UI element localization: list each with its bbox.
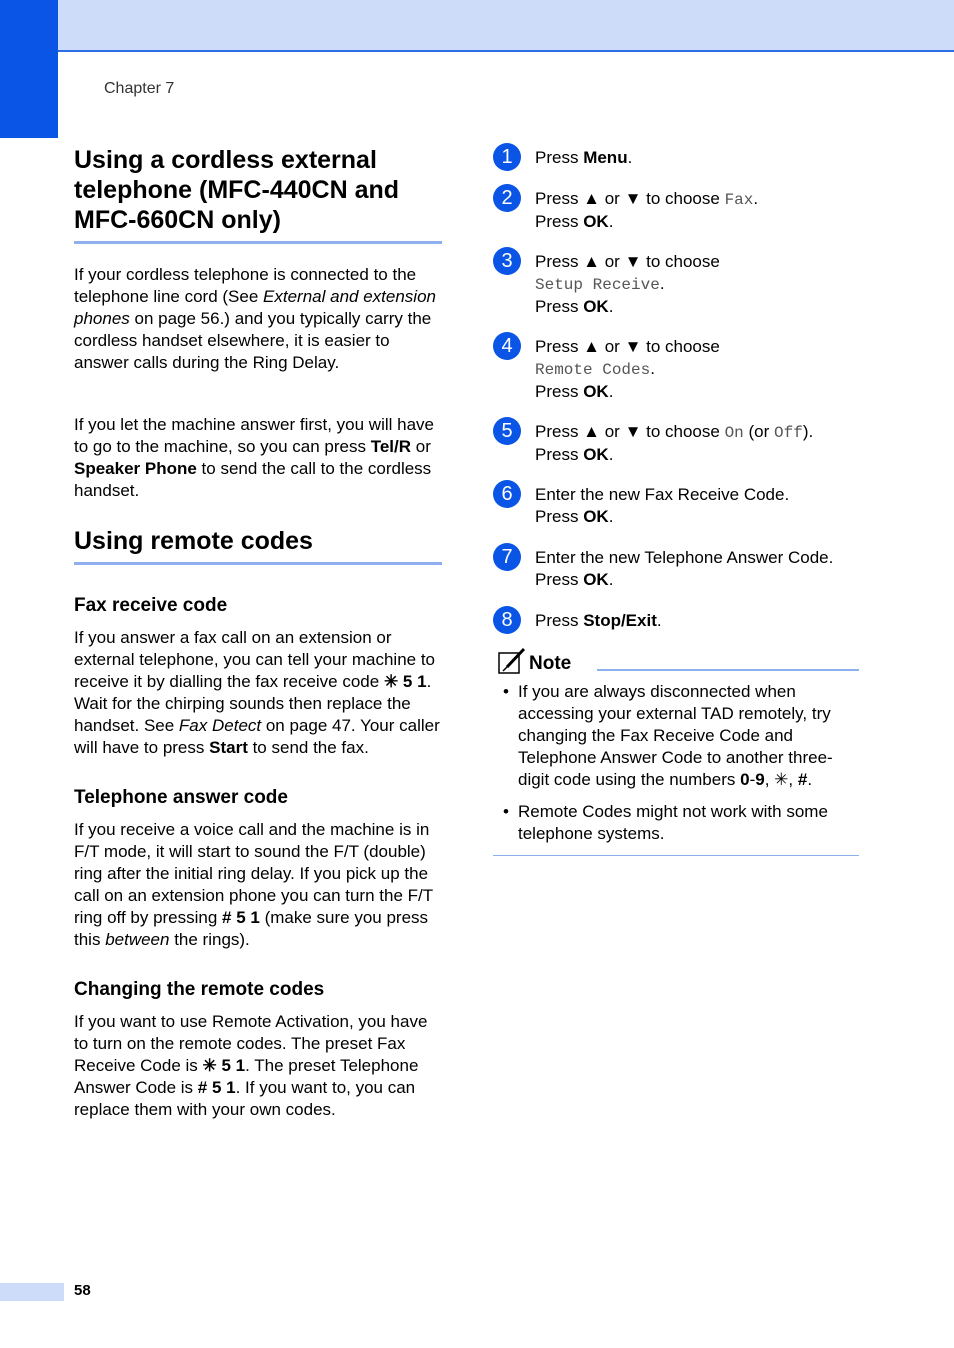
key-speaker-phone: Speaker Phone [74,459,197,478]
text: If you receive a voice call and the machine is in F/T mode, it will start to sound the F/T (double) ring after the initial ring delay. If you pick up the call on an extension phone you can turn the F/T ring off by pressing [74,820,433,927]
key-ok: OK [583,570,609,589]
lcd-text: Fax [724,191,754,209]
text: Press [535,212,584,231]
code: ✳ 5 1 [383,672,427,691]
text: If you are always disconnected when accessing your external TAD remotely, try changing the Fax Receive Code and Telephone Answer Code to another three-digit code using the numbers [518,682,833,789]
text: Press ▲ or ▼ to choose [535,189,725,208]
heading-changing-codes: Changing the remote codes [74,979,325,1000]
text: ). [802,422,814,441]
step-4 [493,332,905,403]
note-pencil-icon [497,647,527,675]
key-stop-exit: Stop/Exit [583,611,657,630]
key-ok: OK [583,212,609,231]
lcd-text: On [724,424,744,442]
cross-ref: External and extension phones [74,287,436,328]
text: the rings). [169,930,250,949]
text: (or [743,422,774,441]
chapter-label: Chapter 7 [104,80,175,97]
note-divider [597,669,859,671]
code: # 5 1 [222,908,260,927]
text: Press [535,611,584,630]
step-number: 4 [493,332,521,360]
header-bar [0,0,954,52]
text: (make sure you press this [74,908,429,949]
text: or [411,437,431,456]
lcd-text: Off [774,424,803,442]
text: . [656,611,662,630]
lcd-text: Remote Codes [535,361,651,379]
page-number-strip [0,1283,64,1301]
emphasis: between [105,930,170,949]
text: to send the fax. [247,738,369,757]
text: . Wait for the chirping sounds then replace the handset. See [74,672,432,735]
paragraph-answer-first [74,414,442,502]
text: If your cordless telephone is connected to the telephone line cord (See [74,265,417,306]
note-item [493,801,863,845]
text: to send the call to the cordless handset. [74,459,432,500]
text: . [627,148,633,167]
step-6 [493,480,905,528]
text: . [608,570,614,589]
text: . [650,359,655,378]
step-number: 1 [493,143,521,171]
paragraph-cordless [74,264,442,374]
text: on page 47. Your caller will have to press [74,716,440,757]
note-bottom-rule [493,855,859,856]
key-hash: # [797,770,808,789]
heading-telephone-answer-code: Telephone answer code [74,787,288,808]
step-3 [493,247,905,318]
text: Press [535,507,584,526]
text: on page 56.) and you typically carry the cordless handset elsewhere, it is easier to answer calls during the Ring Delay. [74,309,432,372]
key-ok: OK [583,507,609,526]
text: Remote Codes might not work with some telephone systems. [518,802,828,843]
note-bullets [493,681,863,845]
key-ok: OK [583,445,609,464]
code: ✳ 5 1 [202,1056,246,1075]
text: , ✳, [764,770,798,789]
step-7 [493,543,905,591]
step-1 [493,143,905,169]
text: . If you want to, you can replace them with your own codes. [74,1078,416,1119]
text: If you let the machine answer first, you will have to go to the machine, so you can press [74,415,434,456]
left-column [74,145,442,1121]
key-menu: Menu [583,148,628,167]
key-ok: OK [583,382,609,401]
heading-remote-codes: Using remote codes [74,526,442,565]
step-8 [493,606,905,632]
paragraph-changing-codes [74,1011,442,1121]
step-2 [493,184,905,233]
key-telr: Tel/R [370,437,412,456]
text: If you answer a fax call on an extension or external telephone, you can tell your machine to receive it by dialling the fax receive code [74,628,436,691]
paragraph-fax-receive [74,627,442,759]
key-start: Start [209,738,248,757]
step-number: 8 [493,606,521,634]
text: Enter the new Fax Receive Code. [535,485,790,504]
note-title: Note [529,653,572,674]
step-number: 6 [493,480,521,508]
key-ok: OK [583,297,609,316]
key-0: 0 [740,770,750,789]
text: . [608,507,614,526]
text: . [807,770,813,789]
text: . [608,445,614,464]
text: . [659,274,665,293]
page-number: 58 [74,1282,91,1299]
heading-fax-receive-code: Fax receive code [74,595,228,616]
text: Press [535,297,584,316]
text: . [608,212,614,231]
step-number: 3 [493,247,521,275]
step-number: 5 [493,417,521,445]
text: . [608,382,614,401]
text: Press ▲ or ▼ to choose [535,252,720,271]
lcd-text: Setup Receive [535,276,660,294]
text: - [749,770,756,789]
text: Press ▲ or ▼ to choose [535,337,720,356]
text: Enter the new Telephone Answer Code. [535,548,834,567]
bullet-icon: • [503,682,509,701]
text: Press [535,570,584,589]
cross-ref: Fax Detect [178,716,262,735]
heading-cordless: Using a cordless external telephone (MFC-440CN and MFC-660CN only) [74,145,442,244]
note-item [493,681,863,791]
text: . [753,189,759,208]
step-5 [493,417,905,466]
text: Press [535,148,584,167]
chapter-tab [0,0,58,138]
text: . The preset Telephone Answer Code is [74,1056,419,1097]
text: Press [535,445,584,464]
key-9: 9 [755,770,765,789]
step-number: 2 [493,184,521,212]
bullet-icon: • [503,802,509,821]
code: # 5 1 [197,1078,236,1097]
text: Press [535,382,584,401]
text: . [608,297,614,316]
paragraph-telephone-answer [74,819,442,951]
text: Press ▲ or ▼ to choose [535,422,725,441]
step-number: 7 [493,543,521,571]
text: If you want to use Remote Activation, you have to turn on the remote codes. The preset Fax Receive Code is [74,1012,428,1075]
